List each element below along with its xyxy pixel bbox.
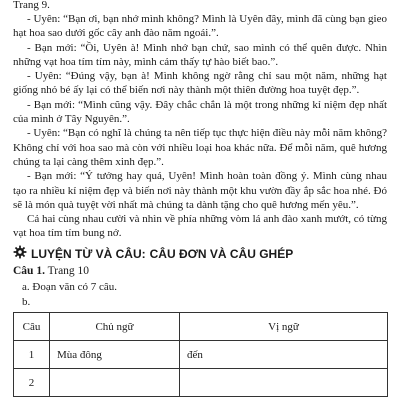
dialogue-line: - Uyên: “Bạn có nghĩ là chúng ta nên tiếp tục thực hiện điều này mỗi năm không? Không chỉ với hoa sao mà còn với nhiều loại hoa khác nữa. Để mỗi năm, quê hương chúng ta lại càng thêm xinh đẹp.”. [13,127,388,168]
dialogue-line: - Bạn mới: “Mình cũng vậy. Đây chắc chắn là một trong những kỉ niệm đẹp nhất của mình ở Tây Nguyên.”. [13,98,387,126]
predicate-cell [180,369,388,397]
dialogue-line: - Bạn mới: “Ý tưởng hay quá, Uyên! Mình hoàn toàn đồng ý. Mình cùng nhau tạo ra nhiều kỉ niệm đẹp và biến nơi này thành một khu vườn đầy ắp sắc hoa nhé. Đó sẽ là món quà tuyệt vời nhất mà chúng ta dành tặng cho quê hương mến yêu.”. [13,170,387,211]
gear-icon [13,245,27,263]
answer-b: b. [22,296,31,308]
answer-table [13,312,388,397]
dialogue-line: - Uyên: “Bạn ơi, bạn nhớ mình không? Mình là Uyên đây, mình đã cùng bạn gieo hạt hoa sao dưới gốc cây anh đào năm ngoái.”. [13,13,387,40]
section-title-strong: LUYỆN TỪ VÀ CÂU: [31,247,146,261]
question-label: Câu 1. [13,265,45,277]
subject-cell: Mùa đông [50,341,180,369]
header-chu-ngu: Chủ ngữ [50,313,180,341]
section-title: CÂU ĐƠN VÀ CÂU GHÉP [149,247,294,261]
closing-paragraph: Cả hai cùng nhau cười và nhìn về phía những vòm lá anh đào xanh mướt, có từng vạt hoa tím tím bung nở. [13,213,387,240]
answer-a: a. Đoạn văn có 7 câu. [22,281,117,293]
question-ref: Trang 10 [44,265,90,277]
section-heading [13,245,387,263]
table-row [14,341,388,369]
question-title [13,264,89,278]
predicate-cell: đến [180,341,388,369]
dialogue-line: - Uyên: “Đúng vậy, bạn à! Mình không ngờ rằng chỉ sau một năm, những hạt giống nhỏ bé ấy lại có thể biến nơi này thành một thiên đường hoa tuyệt đẹp.”. [13,70,387,97]
header-cau: Câu [14,313,50,341]
page-reference: Trang 9. [13,0,50,11]
header-vi-ngu: Vị ngữ [180,313,388,341]
table-header-row [14,313,388,341]
table-row [14,369,388,397]
dialogue-line: - Bạn mới: “Ồi, Uyên à! Mình nhớ bạn chứ, sao mình có thể quên được. Nhìn những vạt hoa tím tím này, mình cảm thấy tự hào biết bao.”. [13,41,387,68]
row-number: 1 [14,341,50,369]
subject-cell [50,369,180,397]
dialogue-section [13,12,387,241]
row-number: 2 [14,369,50,397]
